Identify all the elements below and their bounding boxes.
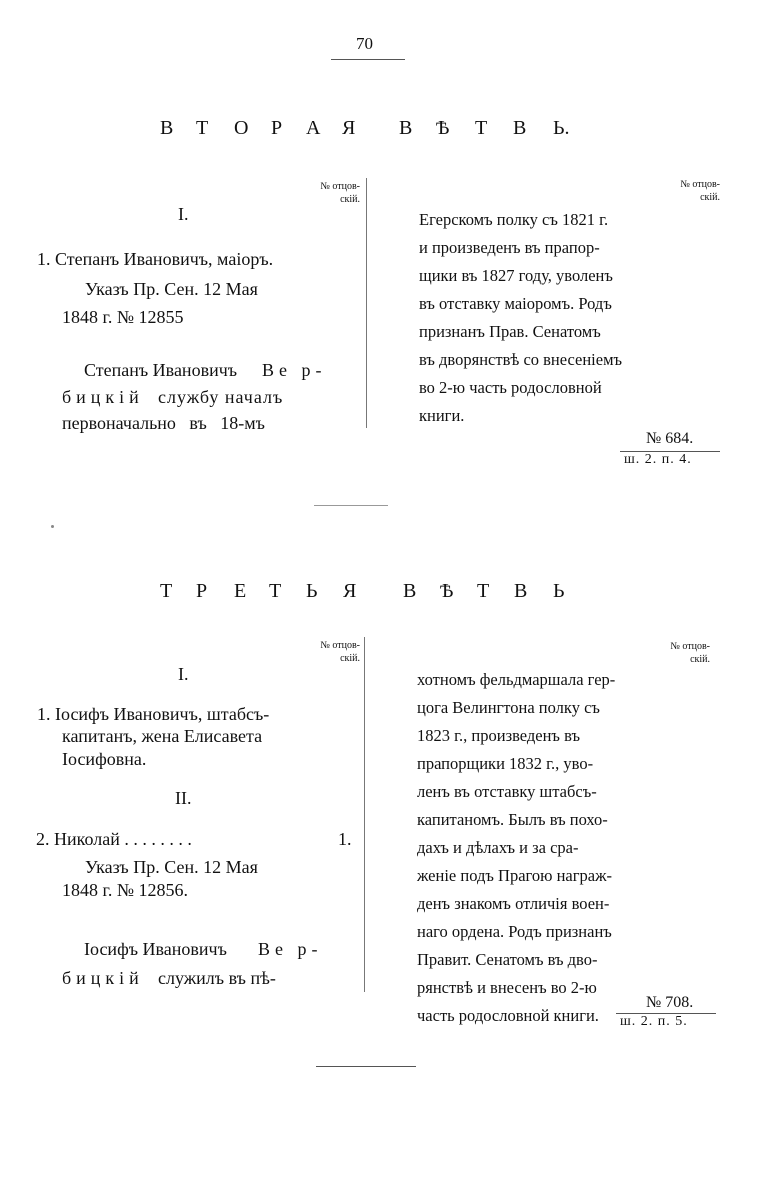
section2-title-letter: Р	[196, 580, 208, 602]
section1-right-text	[419, 206, 622, 430]
section1-title-letter: Т	[475, 117, 488, 139]
section2-right-column-header	[640, 640, 710, 666]
section2-title-letter: Е	[234, 580, 247, 602]
column-header-line: № отцов-	[320, 181, 360, 192]
text-line: признанъ Прав. Сенатомъ	[419, 322, 601, 341]
text-line: 1823 г., произведенъ въ	[417, 726, 581, 745]
section2-entry1-wife: Іосифовна.	[62, 749, 147, 769]
section2-entry1-name-cont: капитанъ, жена Елисавета	[62, 726, 263, 746]
section-separator	[314, 505, 388, 506]
section1-entry1-decree: Указъ Пр. Сен. 12 Мая	[85, 279, 258, 299]
section2-title-letter: Ь	[553, 580, 565, 602]
section1-title-letter: В	[160, 117, 174, 139]
section2-archive-number: № 708.	[646, 994, 694, 1011]
text-line: ленъ въ отставку штабсъ-	[417, 782, 597, 801]
section2-left-column-header	[287, 639, 360, 665]
text-line: рянствѣ и внесенъ во 2-ю	[417, 978, 597, 997]
section1-generation-numeral: I.	[178, 204, 189, 224]
section2-title-letter: В	[403, 580, 417, 602]
section1-left-column-header	[290, 180, 360, 206]
section2-entry2-parent-ref: 1.	[338, 829, 352, 849]
text-line: книги.	[419, 406, 465, 425]
section2-title-letter: Ѣ	[440, 580, 454, 602]
text-line: капитаномъ. Былъ въ похо-	[417, 810, 608, 829]
text-line: въ дворянствѣ со внесеніемъ	[419, 350, 623, 369]
text-line: часть родословной книги.	[417, 1006, 599, 1025]
section2-column-divider	[364, 637, 365, 992]
section1-title-letter: В	[399, 117, 413, 139]
section2-title-letter: Т	[477, 580, 490, 602]
section2-bio-line: служилъ въ пѣ-	[158, 968, 276, 988]
text-line: Правит. Сенатомъ въ дво-	[417, 950, 598, 969]
section1-entry1-name: 1. Степанъ Ивановичъ, маіоръ.	[37, 249, 274, 269]
section2-archive-location: ш. 2. п. 5.	[620, 1014, 688, 1029]
section1-title-letter: Т	[196, 117, 209, 139]
section1-right-column-header	[648, 178, 720, 204]
column-header-line: № отцов-	[680, 179, 720, 190]
text-line: во 2-ю часть родословной	[419, 378, 602, 397]
section2-entry2-decree-number: 1848 г. № 12856.	[62, 880, 189, 900]
text-line: женіе подъ Прагою награж-	[417, 866, 612, 885]
section1-archive-number: № 684.	[646, 430, 694, 447]
section1-column-divider	[366, 178, 367, 428]
column-header-line: скій.	[700, 192, 720, 203]
section1-title-letter: Я	[342, 117, 356, 139]
section1-title-letter: Р	[271, 117, 283, 139]
column-header-line: скій.	[340, 194, 360, 205]
section1-archive-location: ш. 2. п. 4.	[624, 452, 692, 467]
section2-title-letter: Т	[160, 580, 173, 602]
page-number: 70	[356, 34, 373, 53]
text-line: и произведенъ въ прапор-	[419, 238, 600, 257]
text-line: денъ знакомъ отличія воен-	[417, 894, 610, 913]
section2-entry2-decree: Указъ Пр. Сен. 12 Мая	[85, 857, 258, 877]
section2-bio-surname: Ве р-	[258, 939, 323, 959]
text-line: хотномъ фельдмаршала гер-	[417, 670, 616, 689]
section2-title-letter: Ь	[306, 580, 318, 602]
section2-bio-surname: бицкій	[62, 968, 144, 988]
section2-generation-numeral: II.	[175, 788, 192, 808]
column-header-line: скій.	[690, 654, 710, 665]
speck	[51, 525, 54, 528]
section1-title-letter: В	[513, 117, 527, 139]
section1-bio-surname: бицкій	[62, 387, 144, 407]
text-line: дахъ и дѣлахъ и за сра-	[417, 838, 579, 857]
section2-title-letter: В	[514, 580, 528, 602]
text-line: цога Велингтона полку съ	[417, 698, 600, 717]
section1-entry1-decree-number: 1848 г. № 12855	[62, 307, 184, 327]
text-line: въ отставку маіоромъ. Родъ	[419, 294, 612, 313]
section1-bio-line: Степанъ Ивановичъ	[84, 360, 238, 380]
column-header-line: скій.	[340, 653, 360, 664]
section2-entry1-name: 1. Іосифъ Ивановичъ, штабсъ-	[37, 704, 270, 724]
section1-bio-line: первоначально въ 18-мъ	[62, 413, 265, 433]
section2-right-text	[417, 666, 615, 1030]
section2-bio-line: Іосифъ Ивановичъ	[84, 939, 227, 959]
section1-title-letter: О	[234, 117, 249, 139]
page-end-rule	[316, 1066, 416, 1067]
text-line: Егерскомъ полку съ 1821 г.	[419, 210, 609, 229]
section2-generation-numeral: I.	[178, 664, 189, 684]
section1-title-letter: Ѣ	[436, 117, 450, 139]
section1-bio-line: службу началъ	[158, 387, 284, 407]
page-number-rule	[331, 59, 405, 60]
column-header-line: № отцов-	[320, 640, 360, 651]
text-line: наго ордена. Родъ признанъ	[417, 922, 612, 941]
text-line: щики въ 1827 году, уволенъ	[419, 266, 613, 285]
column-header-line: № отцов-	[670, 641, 710, 652]
section2-title-letter: Т	[269, 580, 282, 602]
section2-title-letter: Я	[343, 580, 357, 602]
text-line: прапорщики 1832 г., уво-	[417, 754, 594, 773]
section1-bio-surname: Ве р-	[262, 360, 327, 380]
section1-title-letter: Ь.	[553, 117, 570, 139]
section1-title-letter: А	[306, 117, 321, 139]
section2-entry2-name: 2. Николай . . . . . . . .	[36, 829, 192, 849]
